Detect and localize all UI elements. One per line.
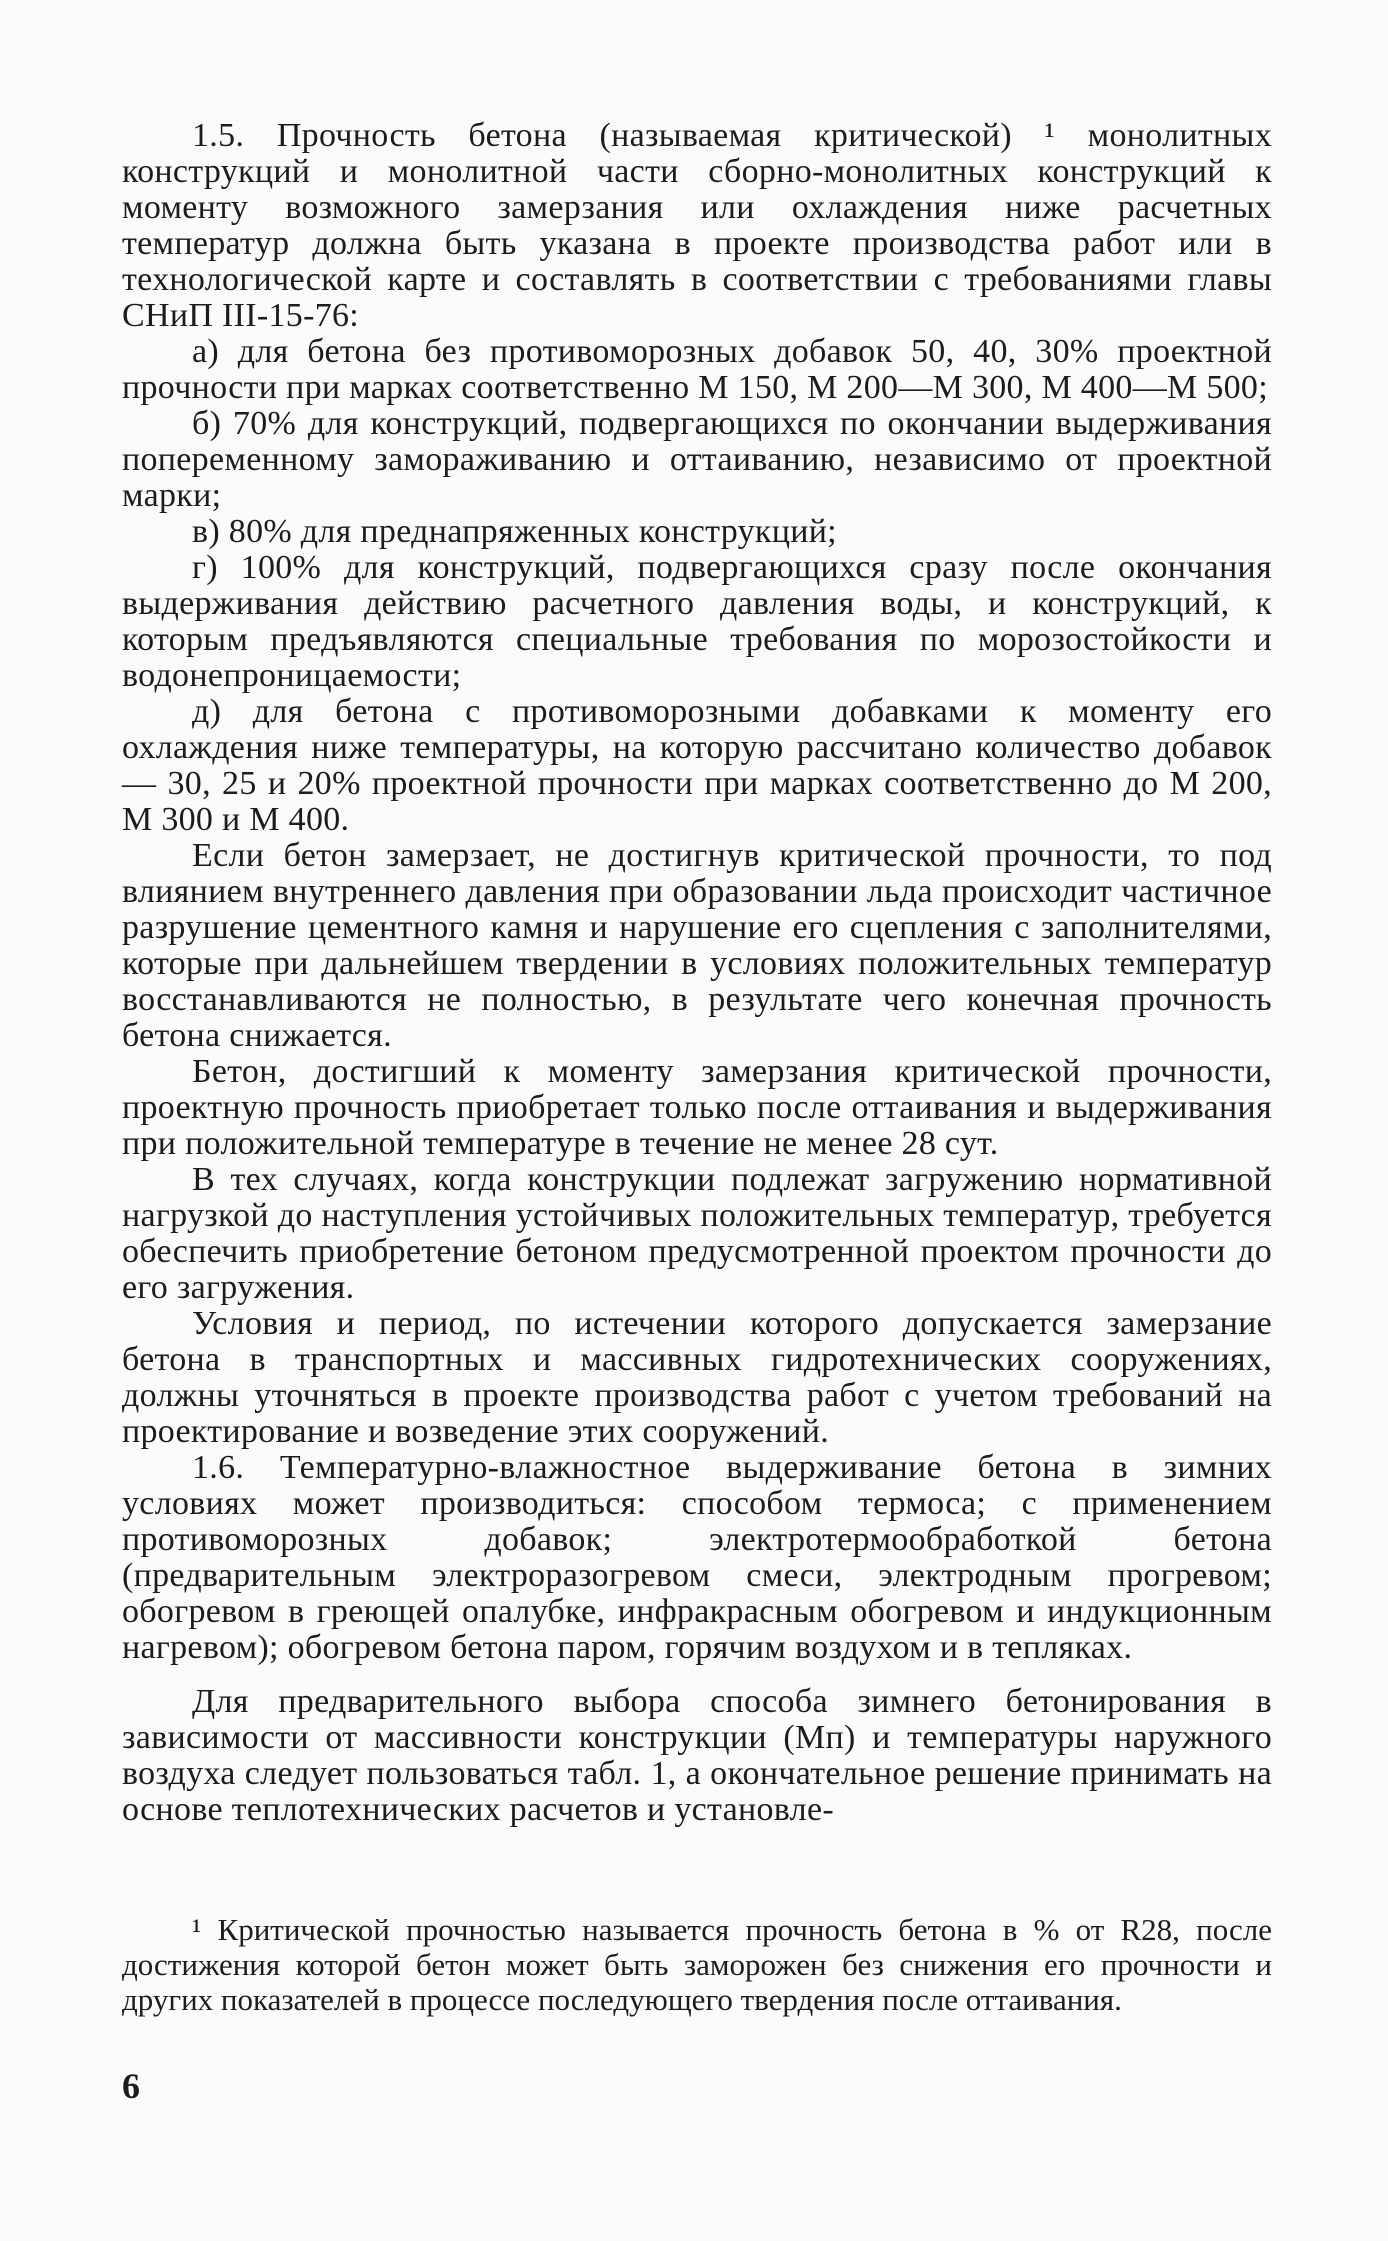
page-number: 6	[122, 2066, 140, 2106]
paragraph-loading: В тех случаях, когда конструкции подлежат загружению нормативной нагрузкой до наступления устойчивых положительных температур, требуется обеспечить приобретение бетоном предусмотренной проектом прочности до его загружения.	[122, 1161, 1272, 1306]
paragraph-method-selection: Для предварительного выбора способа зимнего бетонирования в зависимости от массивности конструкции (Мп) и температуры наружного воздуха следует пользоваться табл. 1, а окончательное решение принимать на основе теплотехнических расчетов и установле-	[122, 1683, 1272, 1828]
paragraph-hydro-structures: Условия и период, по истечении которого допускается замерзание бетона в транспортных и массивных гидротехнических сооружениях, должны уточняться в проекте производства работ с учетом требований на проектирование и возведение этих сооружений.	[122, 1305, 1272, 1450]
list-item-g: г) 100% для конструкций, подвергающихся сразу после окончания выдерживания действию расчетного давления воды, и конструкций, к которым предъявляются специальные требования по морозостойкости и водонепроницаемости;	[122, 549, 1272, 694]
list-item-v: в) 80% для преднапряженных конструкций;	[192, 513, 837, 550]
paragraph-1-6: 1.6. Температурно-влажностное выдерживание бетона в зимних условиях может производиться: способом термоса; с применением противоморозных добавок; электротермообработкой бетона (предварительным электроразогревом смеси, электродным прогревом; обогревом в греющей опалубке, инфракрасным обогревом и индукционным нагревом); обогревом бетона паром, горячим воздухом и в тепляках.	[122, 1449, 1272, 1666]
footnote-text: ¹ Критической прочностью называется прочность бетона в % от R28, после достижения которой бетон может быть заморожен без снижения его прочности и других показателей в процессе последующего твердения после оттаивания.	[122, 1912, 1272, 2017]
paragraph-critical-strength: Бетон, достигший к моменту замерзания критической прочности, проектную прочность приобретает только после оттаивания и выдерживания при положительной температуре в течение не менее 28 сут.	[122, 1053, 1272, 1162]
list-item-d: д) для бетона с противоморозными добавками к моменту его охлаждения ниже температуры, на которую рассчитано количество добавок — 30, 25 и 20% проектной прочности при марках соответственно до М 200, М 300 и М 400.	[122, 693, 1272, 838]
body-text	[122, 118, 1272, 1828]
paragraph-1-5: 1.5. Прочность бетона (называемая критической) ¹ монолитных конструкций и монолитной части сборно-монолитных конструкций к моменту возможного замерзания или охлаждения ниже расчетных температур должна быть указана в проекте производства работ или в технологической карте и составлять в соответствии с требованиями главы СНиП III-15-76:	[122, 117, 1272, 334]
paragraph-freezing: Если бетон замерзает, не достигнув критической прочности, то под влиянием внутреннего давления при образовании льда происходит частичное разрушение цементного камня и нарушение его сцепления с заполнителями, которые при дальнейшем твердении в условиях положительных температур восстанавливаются не полностью, в результате чего конечная прочность бетона снижается.	[122, 837, 1272, 1054]
list-item-a: а) для бетона без противоморозных добавок 50, 40, 30% проектной прочности при марках соответственно М 150, М 200—М 300, М 400—М 500;	[122, 333, 1272, 406]
list-item-b: б) 70% для конструкций, подвергающихся по окончании выдерживания попеременному замораживанию и оттаиванию, независимо от проектной марки;	[122, 405, 1272, 514]
footnote	[122, 1912, 1272, 2017]
